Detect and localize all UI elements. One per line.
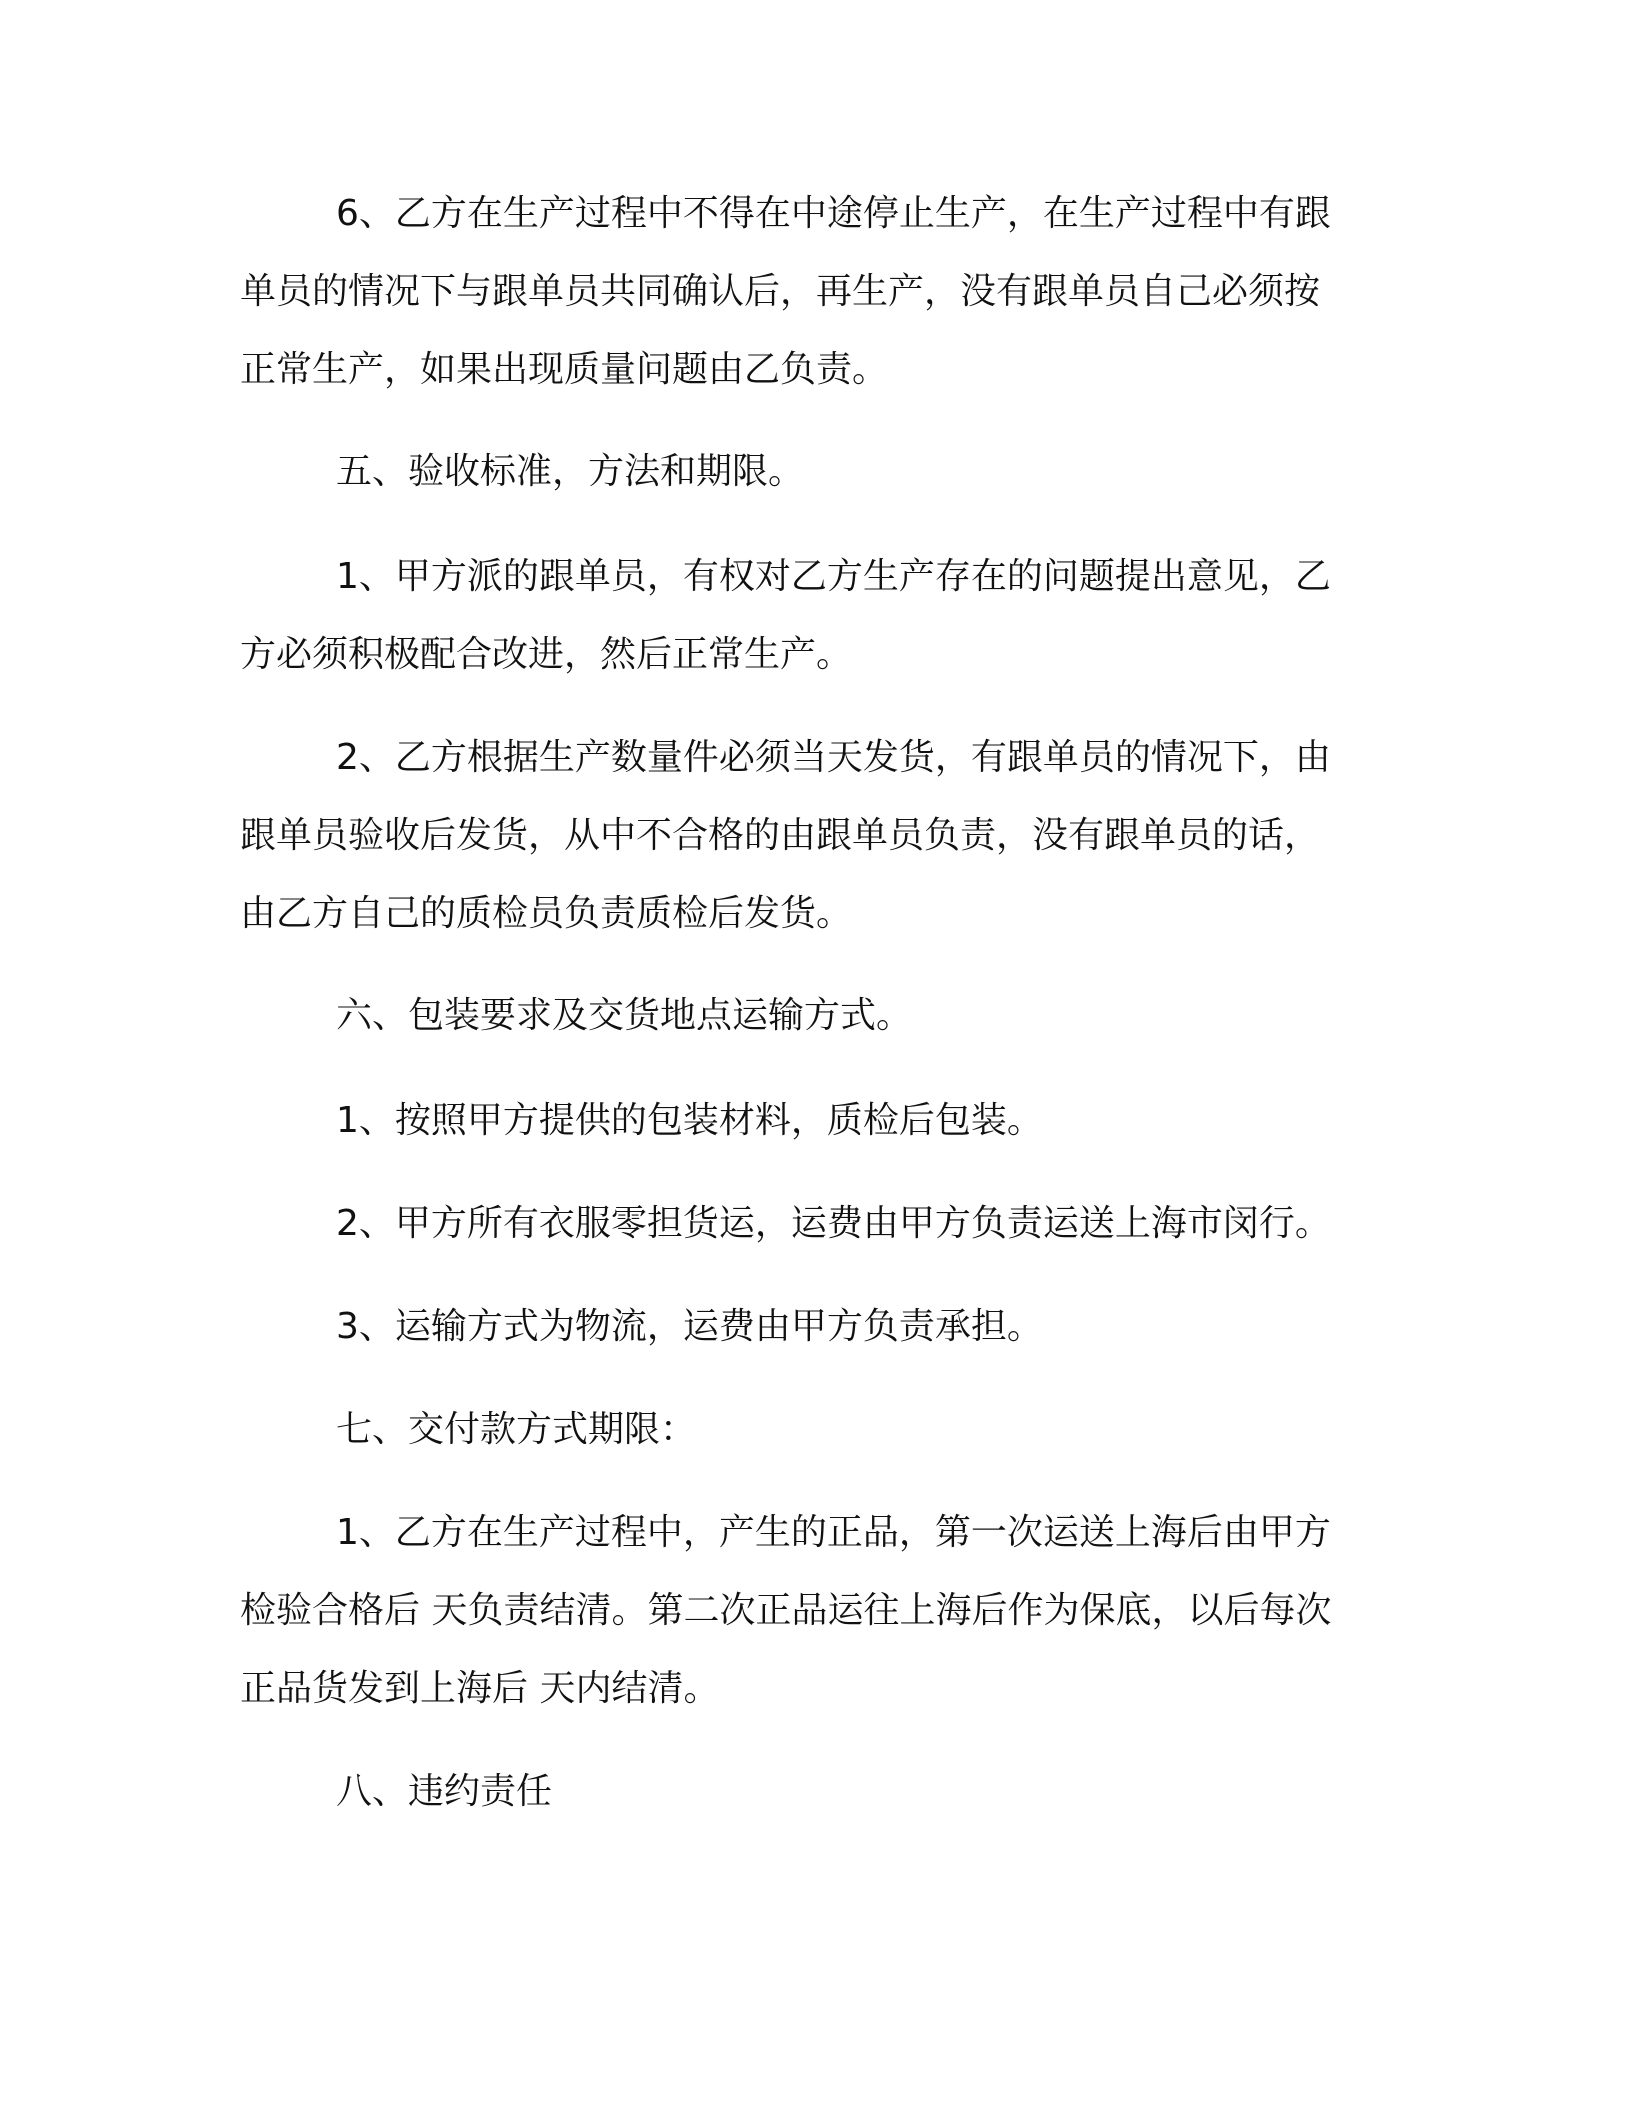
text-line: 五、验收标准，方法和期限。 xyxy=(336,451,805,492)
text-line: 六、包装要求及交货地点运输方式。 xyxy=(336,995,913,1036)
text-line: 1、乙方在生产过程中，产生的正品，第一次运送上海后由甲方 xyxy=(336,1512,1331,1553)
text-line: 单员的情况下与跟单员共同确认后，再生产，没有跟单员自己必须按 xyxy=(240,271,1321,312)
text-line: 七、交付款方式期限： xyxy=(336,1409,697,1450)
text-line: 正品货发到上海后 天内结清。 xyxy=(240,1668,720,1709)
text-line: 3、运输方式为物流，运费由甲方负责承担。 xyxy=(336,1306,1043,1347)
text-line: 2、乙方根据生产数量件必须当天发货，有跟单员的情况下，由 xyxy=(336,737,1331,778)
paragraph-5-2 xyxy=(240,719,1380,953)
text-line: 2、甲方所有衣服零担货运，运费由甲方负责运送上海市闵行。 xyxy=(336,1203,1331,1244)
text-line: 1、甲方派的跟单员，有权对乙方生产存在的问题提出意见，乙 xyxy=(336,556,1331,597)
paragraph-5-1 xyxy=(240,538,1380,694)
paragraph-6-2 xyxy=(240,1185,1380,1263)
paragraph-6-3 xyxy=(240,1288,1380,1366)
text-line: 1、按照甲方提供的包装材料，质检后包装。 xyxy=(336,1100,1043,1141)
paragraph-7-1 xyxy=(240,1494,1380,1728)
paragraph-6-1 xyxy=(240,1082,1380,1160)
text-line: 6、乙方在生产过程中不得在中途停止生产，在生产过程中有跟 xyxy=(336,193,1331,234)
section-heading-5 xyxy=(240,433,1380,511)
text-line: 检验合格后 天负责结清。第二次正品运往上海后作为保底，以后每次 xyxy=(240,1590,1332,1631)
section-heading-7 xyxy=(240,1391,1380,1469)
text-line: 正常生产，如果出现质量问题由乙负责。 xyxy=(240,349,889,390)
text-line: 由乙方自己的质检员负责质检后发货。 xyxy=(240,893,853,934)
section-heading-8 xyxy=(240,1753,1380,1831)
text-line: 方必须积极配合改进，然后正常生产。 xyxy=(240,634,853,675)
section-heading-6 xyxy=(240,977,1380,1055)
text-line: 八、违约责任 xyxy=(336,1771,553,1812)
text-line: 跟单员验收后发货，从中不合格的由跟单员负责，没有跟单员的话， xyxy=(240,815,1321,856)
paragraph-clause-6 xyxy=(240,175,1380,409)
